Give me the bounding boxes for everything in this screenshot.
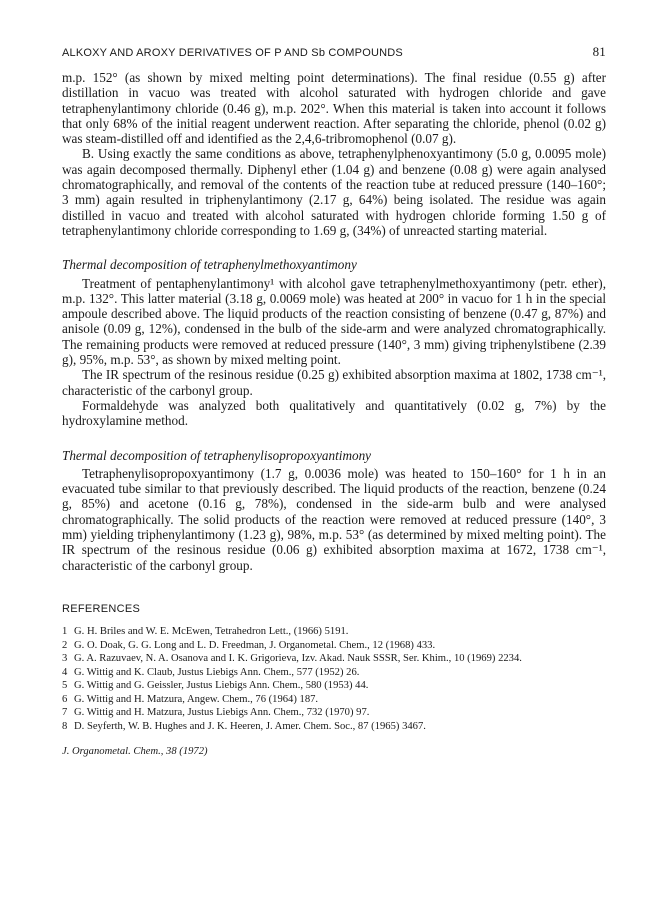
section-continued [62, 70, 606, 238]
reference-item [62, 693, 606, 707]
reference-number: 8 [62, 721, 68, 733]
body-paragraph: Formaldehyde was analyzed both qualitatively and quantitatively (0.02 g, 7%) by the hydroxylamine method. [62, 397, 606, 429]
reference-item [62, 706, 606, 720]
reference-number: 4 [62, 666, 68, 678]
section-heading: Thermal decomposition of tetraphenylisopropoxyantimony [62, 447, 372, 463]
body-paragraph: Tetraphenylisopropoxyantimony (1.7 g, 0.0036 mole) was heated to 150–160° for 1 h in an evacuated tube similar to that previously described. The liquid products of the reaction, benzene (0.24 g, 85%) and acetone (0.16 g, 78%), condensed in the side-arm bulb and were analysed chromatographically. The solid products of the reaction were removed at reduced pressure (140°, 3 mm) yielding triphenylantimony (1.23 g), 98%, m.p. 53° (as determined by mixed melting point). The IR spectrum of the resinous residue (0.06 g) exhibited absorption maxima at 1672, 1738 cm⁻¹, characteristic of the carbonyl group. [62, 465, 606, 573]
body-paragraph: Treatment of pentaphenylantimony¹ with alcohol gave tetraphenylmethoxyantimony (petr. ether), m.p. 132°. This latter material (3.18 g, 0.0069 mole) was heated at 200° in vacuo for 1 h in the special ampoule described above. The liquid products of the reaction consisting of benzene (0.47 g, 87%) and anisole (0.09 g, 12%), condensed in the bulb of the side-arm and were analyzed chromatographically. The remaining products were removed at reduced pressure (140°, 3 mm) giving triphenylstibene (2.39 g), 95%, m.p. 53°, as shown by mixed melting point. [62, 275, 606, 368]
reference-item [62, 666, 606, 680]
references-list [62, 625, 606, 734]
reference-text: G. H. Briles and W. E. McEwen, Tetrahedron Lett., (1966) 5191. [74, 625, 349, 637]
reference-item [62, 652, 606, 666]
section-heading: Thermal decomposition of tetraphenylmethoxyantimony [62, 257, 357, 273]
reference-number: 6 [62, 693, 68, 705]
reference-number: 7 [62, 707, 68, 719]
reference-number: 3 [62, 653, 68, 665]
reference-number: 1 [62, 625, 68, 637]
reference-item [62, 625, 606, 639]
section-isopropoxy [62, 466, 606, 573]
reference-number: 2 [62, 639, 68, 651]
body-paragraph: The IR spectrum of the resinous residue (0.25 g) exhibited absorption maxima at 1802, 1738 cm⁻¹, characteristic of the carbonyl group. [62, 367, 606, 398]
reference-item [62, 679, 606, 693]
reference-text: G. A. Razuvaev, N. A. Osanova and I. K. Grigorieva, Izv. Akad. Nauk SSSR, Ser. Khim., 10 (1969) 2234. [74, 653, 522, 665]
section-methoxy [62, 276, 606, 429]
reference-item [62, 720, 606, 734]
body-paragraph: B. Using exactly the same conditions as above, tetraphenylphenoxyantimony (5.0 g, 0.0095 mole) was again decomposed thermally. Diphenyl ether (1.04 g) and benzene (0.08 g) were again analysed chromatographically, and removal of the contents of the reaction tube at reduced pressure (140–160°; 3 mm) again resulted in triphenylantimony (2.17 g, 64%) being isolated. The residue was again distilled in vacuo and treated with alcohol saturated with hydrogen chloride forming 1.50 g of tetraphenylantimony chloride corresponding to 1.69 g, (34%) of unreacted starting material. [62, 146, 606, 238]
running-head [62, 44, 606, 60]
reference-number: 5 [62, 680, 68, 692]
page-number: 81 [592, 44, 606, 59]
reference-text: G. O. Doak, G. G. Long and L. D. Freedman, J. Organometal. Chem., 12 (1968) 433. [74, 639, 436, 651]
reference-text: G. Wittig and H. Matzura, Justus Liebigs Ann. Chem., 732 (1970) 97. [74, 707, 370, 719]
reference-text: G. Wittig and H. Matzura, Angew. Chem., 76 (1964) 187. [74, 693, 319, 705]
reference-item [62, 639, 606, 653]
body-paragraph: m.p. 152° (as shown by mixed melting point determinations). The final residue (0.55 g) after distillation in vacuo was treated with alcohol saturated with hydrogen chloride and gave tetraphenylantimony chloride (0.46 g), m.p. 202°. When this material is taken into account it follows that only 68% of the initial reagent underwent reaction. After separating the chloride, phenol (0.02 g) was steam-distilled off and identified as the 2,4,6-tribromophenol (0.07 g). [62, 70, 606, 147]
references-title: REFERENCES [62, 602, 141, 615]
reference-text: D. Seyferth, W. B. Hughes and J. K. Heeren, J. Amer. Chem. Soc., 87 (1965) 3467. [74, 721, 426, 733]
journal-footer: J. Organometal. Chem., 38 (1972) [62, 745, 208, 757]
running-head-title: ALKOXY AND AROXY DERIVATIVES OF P AND Sb COMPOUNDS [62, 47, 403, 59]
reference-text: G. Wittig and G. Geissler, Justus Liebigs Ann. Chem., 580 (1953) 44. [74, 680, 369, 692]
reference-text: G. Wittig and K. Claub, Justus Liebigs Ann. Chem., 577 (1952) 26. [74, 666, 360, 678]
